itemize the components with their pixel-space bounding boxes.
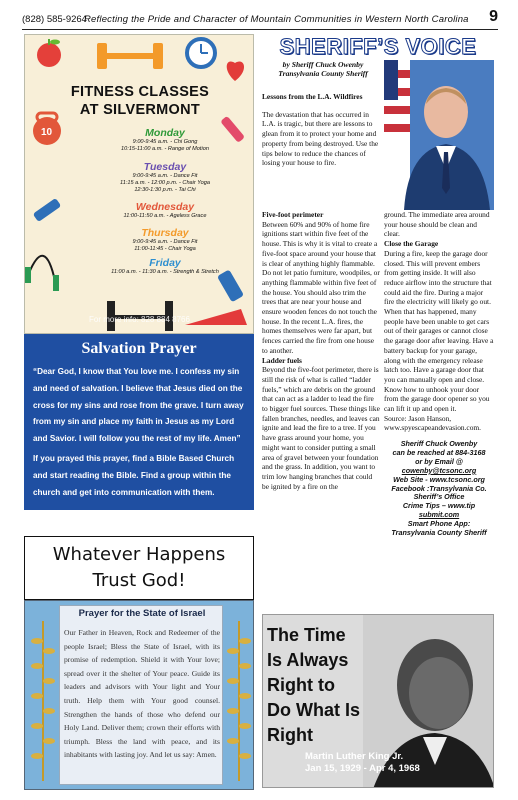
header-phone: (828) 585-9264 xyxy=(22,14,87,25)
article-lede: The devastation that has occurred in L.A. is tragic, but there are lessons to glean from it to protect your home and property from being destroyed. Use the tips below to reduce the chances of losing your house to fire. xyxy=(262,109,379,168)
sheriff-byline: by Sheriff Chuck Owenby Transylvania County Sheriff xyxy=(278,60,368,78)
fitness-more-info: For more info: 828 884 8766 xyxy=(89,315,190,324)
text-garage: During a fire, keep the garage door closed. This will prevent embers from getting inside. It will also reduce airflow into the structure that could aid the fire. During a major fire the electricity will likely go out. When that has happened, many people have been unable to get cars out of their garages or cannot close the garage door after leaving. Have a battery backup for your garage, along with the emergency release latch too. Have a garage door that you can manually open and close. Know how to unhook your door from the garage door opener so you can lift it up and open it. xyxy=(384,248,494,414)
website-link[interactable]: Web Site - www.tcsonc.org xyxy=(393,474,485,484)
dumbbell-icon xyxy=(97,43,163,69)
crime-tips-link[interactable]: Crime Tips – www.tip xyxy=(402,501,476,511)
mlk-quote-box xyxy=(262,614,494,788)
salvation-prayer-box xyxy=(24,334,254,510)
sheriff-voice-title: SHERIFF’S VOICE xyxy=(279,34,477,59)
apple-icon xyxy=(37,39,61,67)
text-ladder: Beyond the five-foot perimeter, there is still the risk of what is called “ladder fuels,” which are debris on the ground that can act as a ladder to lead the fire to bigger fuel sources. These things like fallen branches, needles, and leaves can ignite and lead the fire to a tree. If you have grass around your home, you might want to consider putting a small area of gravel between your foundation and the grass. In addition, you want to trim low hanging branches that could be ignited by a fire on the xyxy=(262,365,380,491)
sheriff-photo xyxy=(384,60,494,210)
sneaker-icon xyxy=(185,309,247,325)
svg-text:10: 10 xyxy=(41,127,53,138)
israel-prayer-box xyxy=(24,600,254,790)
sheriff-contact-block: Sheriff Chuck Owenby can be reached at 884-3168 or by Email @ cowenby@tcsonc.org Web Site - www.tcsonc.org Facebook :Transylvania Co. Sheriff’s Office Crime Tips – www.tip submit.com Smart Phone App: Transylvania County Sheriff xyxy=(384,440,494,538)
article-intro xyxy=(262,92,380,168)
salvation-title: Salvation Prayer xyxy=(81,340,197,357)
israel-title: Prayer for the State of Israel xyxy=(78,608,206,619)
article-column-1 xyxy=(262,210,380,491)
israel-text: Our Father in Heaven, Rock and Redeemer of the people Israel; Bless the State of Israel, with its promise of redemption. Shield it with Your love; spread over it the shelter of Your peace. Guide its leaders and advisors with Your light and Your truth. Help them with Your good counsel. Strengthen the hands of those who defend our Holy Land. Deliver them; crown their efforts with triumph. Bless the land with peace, and its inhabitants with lasting joy. And let us say: Amen. xyxy=(64,628,220,760)
header-tagline: Reflecting the Pride and Character of Mountain Communities in Western North Carolina xyxy=(84,14,469,25)
stopwatch-icon xyxy=(187,39,215,67)
article-headline: Lessons from the L.A. Wildfires xyxy=(262,92,363,101)
schedule-friday: Friday 11:00 a.m. - 11:30 a.m. - Strength & Stretch xyxy=(111,257,219,275)
heart-icon xyxy=(227,62,244,81)
article-source: Source: Jason Hanson, www.spyescapeandevasion.com. xyxy=(384,413,482,433)
mlk-quote: The Time Is Always Right to Do What Is Right xyxy=(267,625,360,745)
laurel-left-icon xyxy=(29,621,57,781)
laurel-right-icon xyxy=(225,621,253,781)
text-ladder-cont: ground. The immediate area around your house should be clean and clear. xyxy=(384,210,490,239)
trust-line-2: Trust God! xyxy=(92,570,186,591)
salvation-prayer: “Dear God, I know that You love me. I confess my sin and need of salvation. I believe that Jesus died on the cross for my sins and rose from the grave. I turn away from my sin and place my faith in Jesus as my Lord and Savior. I will follow you the rest of my life. Amen” xyxy=(33,367,244,444)
schedule-tuesday: Tuesday 9:00-9:45 a.m. - Dance Fit 11:15 a.m. - 12:00 p.m. - Chair Yoga 12:30-1:30 p.m. - Tai Chi xyxy=(120,161,210,193)
jump-rope-icon xyxy=(25,256,59,291)
sheriff-portrait-image xyxy=(384,60,494,210)
schedule-wednesday: Wednesday 11:00-11:50 a.m. - Ageless Grace xyxy=(123,201,207,219)
text-perimeter: Between 60% and 90% of home fire ignitions start within five feet of the house. This is why it is vital to create a five-foot space around your house that is clear of anything highly flammable. Do not let patio furniture, woodpiles, or anything flammable within five feet of the house. You should also trim the trees that are near your house and ensure wooden fences do not touch the house. In the recent L.A. fires, the homes themselves were far apart, but fences carried the fire from one house to another. xyxy=(262,219,380,355)
schedule-thursday: Thursday 9:00-9:45 a.m. - Dance Fit 11:00-11:45 - Chair Yoga xyxy=(132,227,198,252)
salvation-followup: If you prayed this prayer, find a Bible Based Church and start reading the Bible. Find a group within the church and get into communication with them. xyxy=(33,453,235,497)
article-column-2 xyxy=(384,210,494,433)
salvation-text xyxy=(33,364,247,501)
dumbbell-blue-icon xyxy=(33,198,62,222)
page-header xyxy=(22,8,498,30)
fitness-classes-ad xyxy=(24,34,254,334)
heading-ladder: Ladder fuels xyxy=(262,355,302,365)
trust-god-box xyxy=(24,536,254,600)
fitness-title: FITNESS CLASSES AT SILVERMONT xyxy=(70,84,210,118)
schedule-monday: Monday 9:00-9:45 a.m. - Chi Gong 10:15-11:00 a.m. - Range of Motion xyxy=(121,127,209,152)
heading-garage: Close the Garage xyxy=(384,239,439,249)
page-number: 9 xyxy=(489,8,498,25)
heading-perimeter: Five-foot perimeter xyxy=(262,210,324,219)
mlk-caption: Martin Luther King Jr. Jan 15, 1929 - Apr 4, 1968 xyxy=(305,751,420,774)
email-link[interactable]: cowenby@tcsonc.org xyxy=(401,465,477,475)
israel-prayer-panel xyxy=(59,605,223,785)
trust-line-1: Whatever Happens xyxy=(52,544,226,565)
us-flag-icon xyxy=(384,60,410,210)
